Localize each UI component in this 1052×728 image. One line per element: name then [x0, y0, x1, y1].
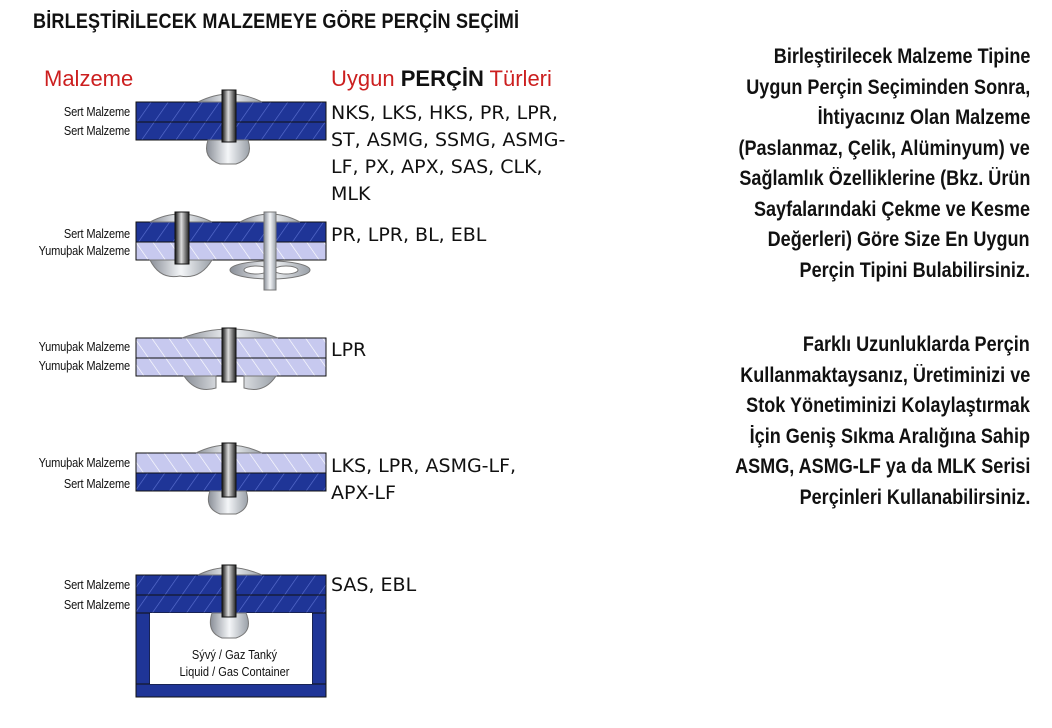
material-column-header: Malzeme: [44, 66, 134, 91]
row2-bottom-plate: [136, 242, 326, 260]
row4-mandrel: [222, 443, 236, 497]
row4-rivet-types: LKS, LPR, ASMG-LF, APX-LF: [331, 455, 517, 504]
row2-rivet-types: PR, LPR, BL, EBL: [331, 224, 487, 246]
row2-mandrel-right: [264, 212, 276, 290]
row1-top-material-label: Sert Malzeme: [63, 104, 130, 119]
row3-diagram: [136, 328, 326, 390]
row1-bottom-material-label: Sert Malzeme: [63, 123, 130, 138]
container-label: Sývý / Gaz Tanký Liquid / Gas Container: [179, 647, 290, 679]
container-bottom: [136, 684, 326, 697]
row2-diagram: [136, 212, 326, 290]
row2-bottom-material-label: Yumuþak Malzeme: [38, 243, 130, 258]
row4-bottom-material-label: Sert Malzeme: [63, 476, 130, 491]
row2-top-plate: [136, 222, 326, 242]
row1-diagram: [136, 90, 326, 164]
info-paragraph-1: Birleştirilecek Malzeme Tipine Uygun Perçin Seçiminden Sonra, İhtiyacınız Olan Malzeme (Paslanmaz, Çelik, Alüminyum) ve Sağlamlık Özelliklerine (Bkz. Ürün Sayfalarındaki Çekme ve Kesme Değerleri) Göre Size En Uygun Perçin Tipini Bulabilirsiniz.: [738, 45, 1030, 282]
row2-mandrel-left: [175, 212, 189, 264]
row1-rivet-types: NKS, LKS, HKS, PR, LPR, ST, ASMG, SSMG, ASMG- LF, PX, APX, SAS, CLK, MLK: [331, 102, 566, 205]
row4-top-material-label: Yumuþak Malzeme: [38, 455, 130, 470]
row5-bottom-material-label: Sert Malzeme: [63, 597, 130, 612]
row1-mandrel: [222, 90, 236, 142]
row1-rivet-tail: [207, 140, 250, 164]
row5-top-material-label: Sert Malzeme: [63, 577, 130, 592]
page-title: BİRLEŞTİRİLECEK MALZEMEYE GÖRE PERÇİN SEÇİMİ: [33, 10, 520, 33]
info-paragraph-2: Farklı Uzunluklarda Perçin Kullanmaktaysanız, Üretiminizi ve Stok Yönetiminizi Kolaylaştırmak İçin Geniş Sıkma Aralığına Sahip ASMG, ASMG-LF ya da MLK Serisi Perçinleri Kullanabilirsiniz.: [734, 333, 1030, 509]
row3-mandrel: [222, 328, 236, 382]
row2-top-material-label: Sert Malzeme: [63, 226, 130, 241]
row5-rivet-types: SAS, EBL: [331, 574, 417, 596]
row3-top-material-label: Yumuþak Malzeme: [38, 339, 130, 354]
row4-diagram: [136, 443, 326, 514]
row3-bottom-material-label: Yumuþak Malzeme: [38, 358, 130, 373]
rivet-types-column-header: Uygun PERÇİN Türleri: [331, 66, 552, 91]
row3-rivet-types: LPR: [331, 339, 367, 361]
row5-mandrel: [222, 565, 236, 617]
